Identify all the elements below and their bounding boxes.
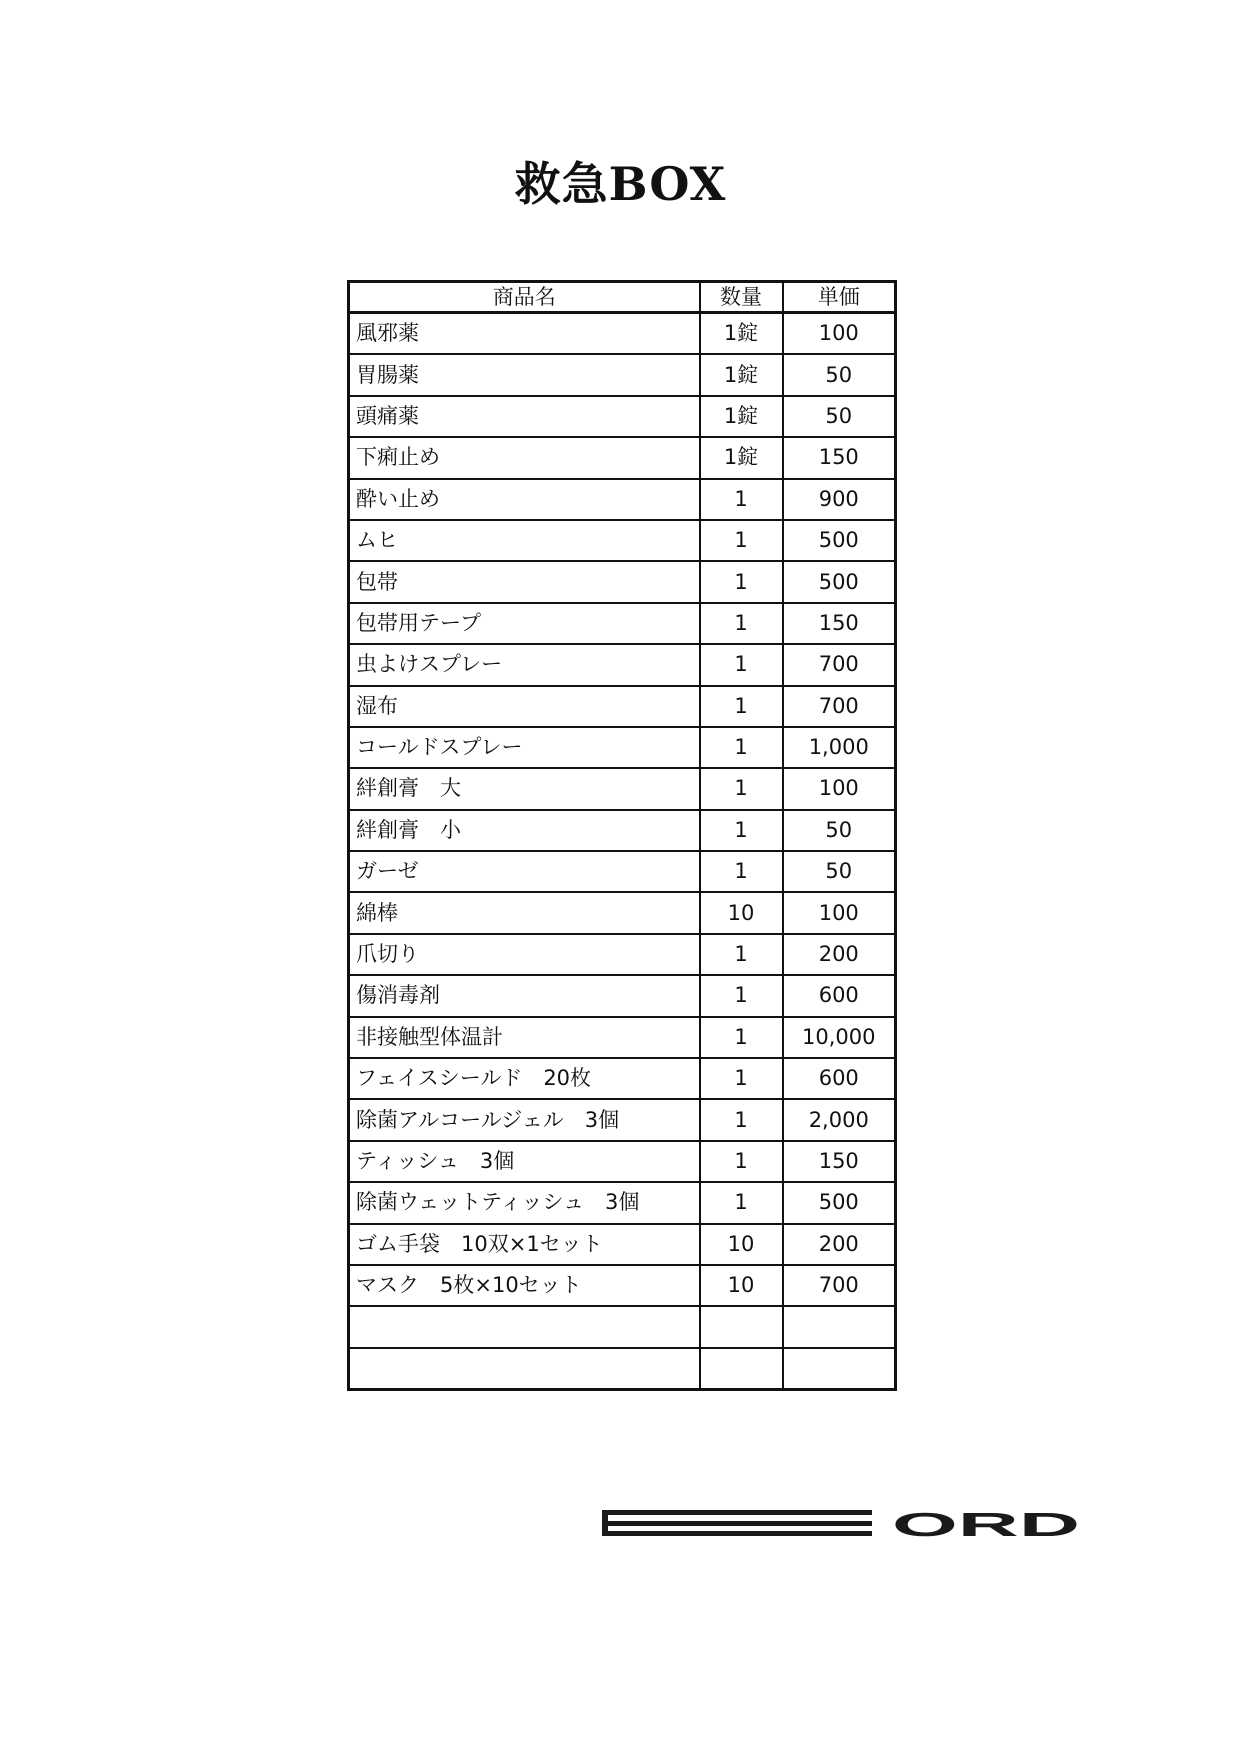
product-name-cell: ティッシュ 3個 [349, 1141, 700, 1182]
unit-price-cell: 50 [783, 851, 896, 892]
table-body [349, 313, 896, 1390]
quantity-cell [700, 1348, 783, 1390]
product-name-cell [349, 1348, 700, 1390]
unit-price-cell: 700 [783, 644, 896, 685]
product-name-cell: 傷消毒剤 [349, 975, 700, 1016]
product-name-cell: 胃腸薬 [349, 354, 700, 395]
document-title: 救急BOX [514, 157, 727, 211]
product-name-cell: 包帯用テープ [349, 603, 700, 644]
quantity-cell: 1 [700, 603, 783, 644]
unit-price-cell [783, 1306, 896, 1347]
table-row [349, 354, 896, 395]
quantity-cell: 1 [700, 727, 783, 768]
quantity-cell: 1 [700, 851, 783, 892]
quantity-cell: 1 [700, 644, 783, 685]
product-name-cell: 酔い止め [349, 479, 700, 520]
unit-price-cell: 600 [783, 975, 896, 1016]
product-name-cell: 下痢止め [349, 437, 700, 478]
quantity-cell: 10 [700, 1224, 783, 1265]
quantity-cell: 1錠 [700, 354, 783, 395]
table-row [349, 975, 896, 1016]
table-row [349, 892, 896, 933]
product-name-cell: コールドスプレー [349, 727, 700, 768]
product-name-cell: 綿棒 [349, 892, 700, 933]
product-name-cell: ゴム手袋 10双×1セット [349, 1224, 700, 1265]
table-row [349, 603, 896, 644]
table-row [349, 1265, 896, 1306]
product-name-cell: 頭痛薬 [349, 396, 700, 437]
table-row [349, 1017, 896, 1058]
logo-bars [602, 1510, 872, 1536]
table-row [349, 644, 896, 685]
quantity-cell: 1錠 [700, 396, 783, 437]
product-name-cell: 絆創膏 小 [349, 810, 700, 851]
quantity-cell: 1錠 [700, 437, 783, 478]
unit-price-cell [783, 1348, 896, 1390]
unit-price-cell: 500 [783, 520, 896, 561]
unit-price-cell: 50 [783, 396, 896, 437]
quantity-cell: 1 [700, 1017, 783, 1058]
quantity-cell: 1錠 [700, 313, 783, 355]
product-name-cell: ムヒ [349, 520, 700, 561]
table-row [349, 1099, 896, 1140]
unit-price-cell: 1,000 [783, 727, 896, 768]
unit-price-cell: 100 [783, 768, 896, 809]
table-row [349, 520, 896, 561]
table-row [349, 479, 896, 520]
product-name-cell: 風邪薬 [349, 313, 700, 355]
unit-price-cell: 500 [783, 1182, 896, 1223]
table-row [349, 810, 896, 851]
unit-price-cell: 50 [783, 810, 896, 851]
quantity-cell: 10 [700, 1265, 783, 1306]
table-row [349, 934, 896, 975]
ord-logo [602, 1510, 1082, 1540]
product-name-cell: 除菌ウェットティッシュ 3個 [349, 1182, 700, 1223]
table-row [349, 1306, 896, 1347]
product-name-cell: 非接触型体温計 [349, 1017, 700, 1058]
product-name-cell: 絆創膏 大 [349, 768, 700, 809]
quantity-cell: 1 [700, 975, 783, 1016]
unit-price-cell: 150 [783, 437, 896, 478]
quantity-cell: 1 [700, 1099, 783, 1140]
product-name-cell: 除菌アルコールジェル 3個 [349, 1099, 700, 1140]
quantity-cell: 1 [700, 810, 783, 851]
table-row [349, 1141, 896, 1182]
table-row [349, 1182, 896, 1223]
unit-price-cell: 200 [783, 1224, 896, 1265]
quantity-cell: 1 [700, 686, 783, 727]
quantity-cell: 1 [700, 1182, 783, 1223]
quantity-cell: 1 [700, 934, 783, 975]
table-row [349, 396, 896, 437]
header-product-name: 商品名 [349, 282, 700, 313]
table-row [349, 561, 896, 602]
product-name-cell: 虫よけスプレー [349, 644, 700, 685]
product-name-cell: 湿布 [349, 686, 700, 727]
product-name-cell: マスク 5枚×10セット [349, 1265, 700, 1306]
table-row [349, 768, 896, 809]
quantity-cell: 1 [700, 768, 783, 809]
product-name-cell: 包帯 [349, 561, 700, 602]
unit-price-cell: 2,000 [783, 1099, 896, 1140]
logo-text: ORD [892, 1510, 1080, 1540]
first-aid-items-table [347, 280, 897, 1391]
unit-price-cell: 600 [783, 1058, 896, 1099]
quantity-cell [700, 1306, 783, 1347]
table-row [349, 851, 896, 892]
unit-price-cell: 700 [783, 1265, 896, 1306]
unit-price-cell: 100 [783, 892, 896, 933]
table-row [349, 1224, 896, 1265]
unit-price-cell: 100 [783, 313, 896, 355]
unit-price-cell: 50 [783, 354, 896, 395]
unit-price-cell: 150 [783, 1141, 896, 1182]
unit-price-cell: 900 [783, 479, 896, 520]
quantity-cell: 1 [700, 479, 783, 520]
header-unit-price: 単価 [783, 282, 896, 313]
header-quantity: 数量 [700, 282, 783, 313]
quantity-cell: 1 [700, 520, 783, 561]
table-row [349, 727, 896, 768]
product-name-cell [349, 1306, 700, 1347]
unit-price-cell: 150 [783, 603, 896, 644]
unit-price-cell: 10,000 [783, 1017, 896, 1058]
product-name-cell: 爪切り [349, 934, 700, 975]
product-name-cell: フェイスシールド 20枚 [349, 1058, 700, 1099]
product-name-cell: ガーゼ [349, 851, 700, 892]
unit-price-cell: 200 [783, 934, 896, 975]
quantity-cell: 1 [700, 1141, 783, 1182]
unit-price-cell: 700 [783, 686, 896, 727]
table-header-row [349, 282, 896, 313]
quantity-cell: 10 [700, 892, 783, 933]
table-row [349, 686, 896, 727]
quantity-cell: 1 [700, 1058, 783, 1099]
unit-price-cell: 500 [783, 561, 896, 602]
table-row [349, 1058, 896, 1099]
table-row [349, 1348, 896, 1390]
table-row [349, 313, 896, 355]
quantity-cell: 1 [700, 561, 783, 602]
table-row [349, 437, 896, 478]
